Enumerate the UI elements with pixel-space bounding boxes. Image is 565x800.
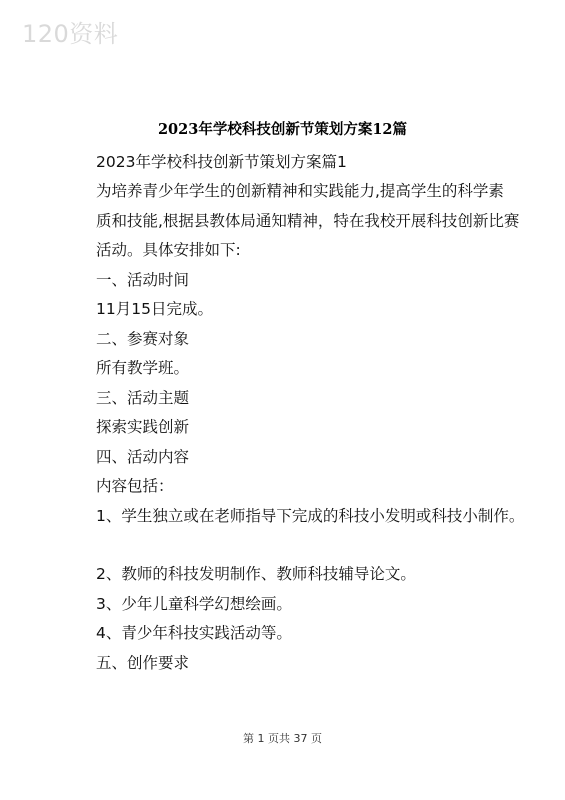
paragraph-line: 为培养青少年学生的创新精神和实践能力,提高学生的科学素 — [96, 182, 504, 200]
list-item: 1、学生独立或在老师指导下完成的科技小发明或科技小制作。 — [96, 507, 525, 525]
list-heading: 四、活动内容 — [96, 448, 190, 466]
list-item: 3、少年儿童科学幻想绘画。 — [96, 595, 292, 613]
paragraph-line: 质和技能,根据县教体局通知精神，特在我校开展科技创新比赛 — [96, 212, 520, 230]
list-heading: 五、创作要求 — [96, 654, 190, 672]
list-item: 所有教学班。 — [96, 359, 190, 377]
list-heading: 一、活动时间 — [96, 271, 190, 289]
list-item: 内容包括： — [96, 477, 174, 495]
list-item: 探索实践创新 — [96, 418, 190, 436]
document-title: 2023年学校科技创新节策划方案12篇 — [157, 121, 408, 138]
paragraph-line: 活动。具体安排如下: — [96, 241, 241, 259]
list-item: 11月15日完成。 — [96, 300, 213, 318]
watermark-logo: 120资料 — [22, 20, 119, 48]
list-heading: 三、活动主题 — [96, 389, 190, 407]
section-heading: 2023年学校科技创新节策划方案篇1 — [96, 153, 347, 171]
list-item: 4、青少年科技实践活动等。 — [96, 624, 292, 642]
list-item: 2、教师的科技发明制作、教师科技辅导论文。 — [96, 565, 416, 583]
page-footer: 第 1 页共 37 页 — [243, 732, 322, 745]
list-heading: 二、参赛对象 — [96, 330, 190, 348]
